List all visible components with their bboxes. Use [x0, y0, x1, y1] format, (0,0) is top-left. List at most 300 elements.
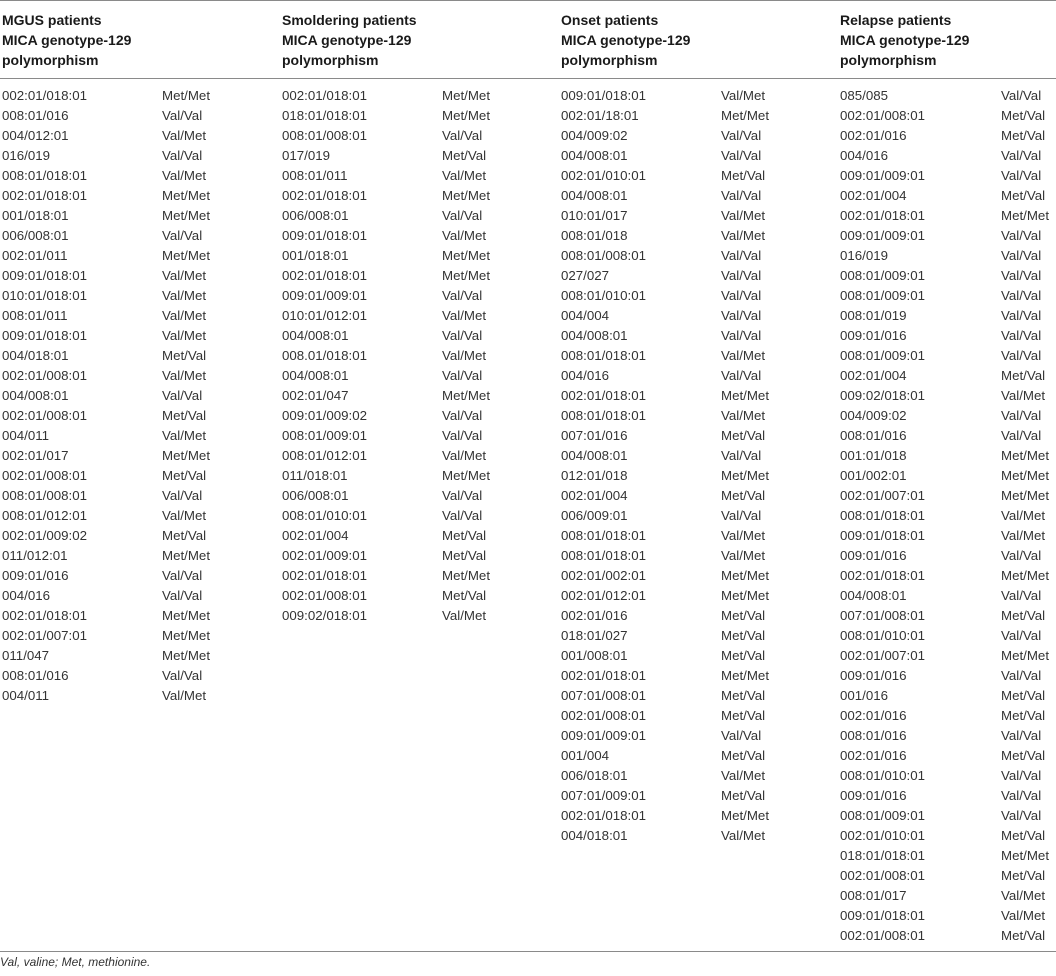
- genotype-cell: Val/Val: [162, 488, 203, 503]
- genotype-cell: Val/Val: [1001, 428, 1042, 443]
- genotype-cell: Val/Met: [1001, 888, 1046, 903]
- allele-cell: 002:01/017: [2, 448, 69, 463]
- table-row: [840, 746, 1056, 766]
- table-row: [282, 606, 552, 626]
- genotype-cell: Val/Val: [442, 408, 483, 423]
- genotype-cell: Val/Met: [442, 168, 487, 183]
- genotype-cell: Met/Met: [442, 468, 491, 483]
- table-row: [561, 526, 831, 546]
- allele-cell: 007:01/016: [561, 428, 628, 443]
- allele-cell: 008:01/009:01: [282, 428, 368, 443]
- genotype-cell: Val/Val: [1001, 288, 1042, 303]
- genotype-cell: Val/Val: [1001, 808, 1042, 823]
- column-title: MGUS patients: [2, 12, 102, 28]
- table-row: [282, 326, 552, 346]
- table-row: [282, 286, 552, 306]
- genotype-cell: Val/Val: [1001, 88, 1042, 103]
- genotype-cell: Val/Val: [442, 328, 483, 343]
- table-row: [840, 286, 1056, 306]
- table-row: [561, 626, 831, 646]
- genotype-cell: Met/Met: [162, 448, 211, 463]
- allele-cell: 011/047: [2, 648, 50, 663]
- column-title: Onset patients: [561, 12, 659, 28]
- genotype-cell: Val/Met: [442, 228, 487, 243]
- genotype-cell: Val/Met: [721, 528, 766, 543]
- table-row: [2, 586, 272, 606]
- allele-cell: 002:01/018:01: [840, 568, 926, 583]
- genotype-cell: Val/Val: [442, 288, 483, 303]
- table-row: [561, 266, 831, 286]
- allele-cell: 004/004: [561, 308, 610, 323]
- table-row: [561, 486, 831, 506]
- table-row: [2, 566, 272, 586]
- table-row: [840, 886, 1056, 906]
- genotype-cell: Met/Met: [1001, 468, 1050, 483]
- genotype-cell: Val/Met: [1001, 388, 1046, 403]
- table-row: [2, 686, 272, 706]
- allele-cell: 002:01/009:02: [2, 528, 88, 543]
- allele-cell: 008:01/016: [840, 728, 907, 743]
- table-row: [561, 806, 831, 826]
- genotype-cell: Val/Met: [162, 508, 207, 523]
- table-row: [840, 546, 1056, 566]
- genotype-cell: Met/Met: [1001, 488, 1050, 503]
- genotype-cell: Met/Met: [442, 248, 491, 263]
- allele-cell: 001/002:01: [840, 468, 907, 483]
- genotype-cell: Met/Val: [1001, 188, 1046, 203]
- allele-cell: 002:01/018:01: [561, 668, 647, 683]
- allele-cell: 002:01/008:01: [840, 108, 926, 123]
- table-row: [2, 666, 272, 686]
- allele-cell: 009:02/018:01: [840, 388, 926, 403]
- table-row: [840, 846, 1056, 866]
- column-subtitle: MICA genotype-129: [561, 32, 691, 48]
- genotype-cell: Met/Val: [162, 528, 207, 543]
- table-row: [561, 306, 831, 326]
- table-row: [561, 226, 831, 246]
- genotype-cell: Met/Val: [721, 648, 766, 663]
- genotype-cell: Met/Met: [162, 628, 211, 643]
- genotype-cell: Met/Met: [162, 188, 211, 203]
- genotype-cell: Met/Met: [1001, 448, 1050, 463]
- allele-cell: 011/018:01: [282, 468, 348, 483]
- genotype-cell: Val/Val: [721, 328, 762, 343]
- column-subtitle: MICA genotype-129: [2, 32, 132, 48]
- genotype-cell: Val/Val: [1001, 248, 1042, 263]
- table-row: [561, 346, 831, 366]
- table-row: [282, 166, 552, 186]
- genotype-cell: Val/Met: [1001, 508, 1046, 523]
- allele-cell: 001/018:01: [2, 208, 69, 223]
- genotype-cell: Met/Met: [721, 108, 770, 123]
- allele-cell: 009:01/016: [840, 788, 907, 803]
- table-row: [840, 666, 1056, 686]
- relapse-column: [840, 86, 1056, 946]
- genotype-cell: Val/Val: [721, 508, 762, 523]
- allele-cell: 009:01/018:01: [561, 88, 647, 103]
- allele-cell: 009:01/018:01: [840, 908, 926, 923]
- top-rule: [0, 0, 1056, 1]
- genotype-cell: Met/Val: [721, 748, 766, 763]
- genotype-cell: Val/Met: [162, 128, 207, 143]
- table-row: [2, 606, 272, 626]
- allele-cell: 002:01/010:01: [561, 168, 647, 183]
- allele-cell: 008:01/010:01: [840, 768, 926, 783]
- column-subtitle: polymorphism: [561, 52, 658, 68]
- table-row: [840, 206, 1056, 226]
- column-subtitle: MICA genotype-129: [282, 32, 412, 48]
- allele-cell: 008:01/017: [840, 888, 907, 903]
- allele-cell: 085/085: [840, 88, 889, 103]
- allele-cell: 018:01/027: [561, 628, 628, 643]
- genotype-cell: Val/Met: [442, 308, 487, 323]
- allele-cell: 018:01/018:01: [282, 108, 368, 123]
- table-row: [561, 586, 831, 606]
- table-row: [2, 506, 272, 526]
- allele-cell: 011/012:01: [2, 548, 68, 563]
- allele-cell: 006/009:01: [561, 508, 628, 523]
- table-row: [561, 106, 831, 126]
- table-row: [2, 346, 272, 366]
- allele-cell: 002:01/008:01: [2, 408, 88, 423]
- allele-cell: 002:01/018:01: [561, 388, 647, 403]
- allele-cell: 008:01/016: [840, 428, 907, 443]
- genotype-cell: Met/Met: [442, 88, 491, 103]
- table-row: [840, 786, 1056, 806]
- table-row: [840, 226, 1056, 246]
- table-row: [840, 446, 1056, 466]
- genotype-cell: Val/Val: [721, 728, 762, 743]
- allele-cell: 001/016: [840, 688, 889, 703]
- allele-cell: 008:01/010:01: [840, 628, 926, 643]
- table-row: [561, 646, 831, 666]
- table-row: [840, 606, 1056, 626]
- allele-cell: 008:01/016: [2, 668, 69, 683]
- mgus-column: [2, 86, 272, 706]
- allele-cell: 006/008:01: [2, 228, 69, 243]
- allele-cell: 004/008:01: [282, 368, 349, 383]
- table-row: [282, 86, 552, 106]
- table-row: [840, 566, 1056, 586]
- table-row: [282, 386, 552, 406]
- allele-cell: 010:01/018:01: [2, 288, 88, 303]
- table-row: [840, 826, 1056, 846]
- table-row: [561, 406, 831, 426]
- genotype-cell: Val/Val: [162, 148, 203, 163]
- genotype-cell: Val/Met: [162, 268, 207, 283]
- table-row: [561, 86, 831, 106]
- genotype-cell: Met/Val: [721, 688, 766, 703]
- allele-cell: 008.01/018:01: [282, 348, 368, 363]
- table-row: [282, 106, 552, 126]
- table-row: [561, 746, 831, 766]
- table-row: [282, 446, 552, 466]
- table-row: [840, 626, 1056, 646]
- allele-cell: 008:01/011: [2, 308, 68, 323]
- genotype-cell: Met/Val: [1001, 828, 1046, 843]
- genotype-cell: Val/Met: [721, 408, 766, 423]
- table-row: [840, 166, 1056, 186]
- allele-cell: 007:01/008:01: [561, 688, 647, 703]
- table-row: [561, 446, 831, 466]
- table-row: [561, 126, 831, 146]
- genotype-cell: Val/Met: [1001, 908, 1046, 923]
- genotype-cell: Met/Val: [442, 528, 487, 543]
- genotype-cell: Val/Val: [1001, 628, 1042, 643]
- genotype-cell: Met/Val: [721, 168, 766, 183]
- table-row: [2, 426, 272, 446]
- allele-cell: 002:01/010:01: [840, 828, 926, 843]
- allele-cell: 002:01/007:01: [840, 648, 926, 663]
- genotype-cell: Val/Met: [162, 688, 207, 703]
- allele-cell: 004/011: [2, 428, 50, 443]
- column-subtitle: polymorphism: [840, 52, 937, 68]
- allele-cell: 002:01/008:01: [840, 868, 926, 883]
- table-row: [840, 266, 1056, 286]
- genotype-cell: Met/Val: [1001, 868, 1046, 883]
- table-row: [561, 766, 831, 786]
- allele-cell: 002:01/018:01: [840, 208, 926, 223]
- table-row: [2, 446, 272, 466]
- allele-cell: 016/019: [840, 248, 889, 263]
- allele-cell: 008:01/009:01: [840, 288, 926, 303]
- table-row: [2, 366, 272, 386]
- table-row: [561, 786, 831, 806]
- genotype-cell: Val/Val: [162, 388, 203, 403]
- genotype-cell: Met/Val: [162, 348, 207, 363]
- table-row: [282, 546, 552, 566]
- table-row: [840, 366, 1056, 386]
- allele-cell: 007:01/009:01: [561, 788, 647, 803]
- genotype-cell: Met/Val: [721, 488, 766, 503]
- genotype-cell: Val/Met: [1001, 528, 1046, 543]
- genotype-cell: Met/Met: [721, 388, 770, 403]
- allele-cell: 008:01/008:01: [282, 128, 368, 143]
- allele-cell: 008:01/018: [561, 228, 628, 243]
- table-row: [282, 186, 552, 206]
- table-row: [282, 586, 552, 606]
- genotype-cell: Val/Val: [1001, 408, 1042, 423]
- allele-cell: 002:01/018:01: [282, 268, 368, 283]
- table-row: [840, 906, 1056, 926]
- allele-cell: 002:01/008:01: [2, 468, 88, 483]
- genotype-cell: Val/Val: [162, 108, 203, 123]
- genotype-cell: Met/Val: [1001, 688, 1046, 703]
- allele-cell: 009:01/016: [840, 328, 907, 343]
- table-row: [561, 606, 831, 626]
- allele-cell: 002:01/009:01: [282, 548, 368, 563]
- allele-cell: 002:01/018:01: [2, 88, 88, 103]
- allele-cell: 002:01/18:01: [561, 108, 639, 123]
- allele-cell: 008:01/018:01: [561, 348, 647, 363]
- allele-cell: 008:01/018:01: [561, 408, 647, 423]
- allele-cell: 002:01/004: [561, 488, 628, 503]
- genotype-cell: Met/Met: [721, 668, 770, 683]
- table-row: [840, 86, 1056, 106]
- allele-cell: 004/008:01: [840, 588, 907, 603]
- allele-cell: 008:01/019: [840, 308, 907, 323]
- genotype-cell: Met/Met: [162, 608, 211, 623]
- table-row: [282, 226, 552, 246]
- column-header-relapse: [840, 10, 969, 70]
- allele-cell: 001/018:01: [282, 248, 349, 263]
- genotype-cell: Met/Met: [721, 588, 770, 603]
- allele-cell: 004/011: [2, 688, 50, 703]
- table-row: [561, 546, 831, 566]
- table-row: [840, 466, 1056, 486]
- allele-cell: 002:01/016: [840, 748, 907, 763]
- table-row: [840, 106, 1056, 126]
- genotype-cell: Val/Met: [162, 308, 207, 323]
- genotype-cell: Val/Met: [721, 208, 766, 223]
- allele-cell: 002:01/004: [840, 188, 907, 203]
- table-row: [2, 646, 272, 666]
- table-row: [2, 286, 272, 306]
- genotype-cell: Met/Met: [162, 248, 211, 263]
- table-row: [282, 366, 552, 386]
- table-row: [2, 326, 272, 346]
- table-row: [561, 666, 831, 686]
- genotype-cell: Met/Met: [1001, 208, 1050, 223]
- genotype-cell: Met/Met: [442, 388, 491, 403]
- allele-cell: 002:01/008:01: [282, 588, 368, 603]
- table-row: [561, 186, 831, 206]
- allele-cell: 010:01/012:01: [282, 308, 368, 323]
- table-row: [561, 566, 831, 586]
- table-row: [282, 526, 552, 546]
- allele-cell: 008:01/009:01: [840, 348, 926, 363]
- onset-column: [561, 86, 831, 846]
- allele-cell: 004/016: [840, 148, 889, 163]
- genotype-cell: Val/Val: [1001, 148, 1042, 163]
- allele-cell: 008:01/012:01: [2, 508, 88, 523]
- genotype-cell: Val/Val: [721, 248, 762, 263]
- genotype-cell: Met/Met: [1001, 848, 1050, 863]
- genotype-cell: Val/Val: [1001, 668, 1042, 683]
- table-row: [840, 426, 1056, 446]
- allele-cell: 002:01/002:01: [561, 568, 647, 583]
- genotype-cell: Val/Met: [721, 548, 766, 563]
- table-row: [2, 146, 272, 166]
- table-row: [282, 566, 552, 586]
- genotype-cell: Met/Val: [162, 468, 207, 483]
- genotype-cell: Met/Val: [442, 148, 487, 163]
- genotype-cell: Met/Val: [1001, 128, 1046, 143]
- allele-cell: 002:01/012:01: [561, 588, 647, 603]
- allele-cell: 009:01/016: [840, 548, 907, 563]
- allele-cell: 008:01/010:01: [282, 508, 368, 523]
- genotype-cell: Val/Met: [162, 168, 207, 183]
- genotype-cell: Val/Val: [721, 188, 762, 203]
- allele-cell: 007:01/008:01: [840, 608, 926, 623]
- genotype-cell: Val/Met: [442, 448, 487, 463]
- allele-cell: 008:01/018:01: [561, 528, 647, 543]
- allele-cell: 004/008:01: [561, 448, 628, 463]
- allele-cell: 008:01/011: [282, 168, 348, 183]
- table-row: [840, 586, 1056, 606]
- allele-cell: 002:01/004: [282, 528, 349, 543]
- table-row: [840, 646, 1056, 666]
- genotype-cell: Val/Val: [721, 308, 762, 323]
- allele-cell: 008:01/008:01: [2, 488, 88, 503]
- allele-cell: 009:01/009:01: [840, 168, 926, 183]
- genotype-cell: Val/Val: [162, 228, 203, 243]
- table-row: [561, 166, 831, 186]
- table-row: [840, 406, 1056, 426]
- allele-cell: 009:02/018:01: [282, 608, 368, 623]
- genotype-cell: Val/Val: [162, 568, 203, 583]
- allele-cell: 002:01/018:01: [282, 88, 368, 103]
- table-row: [561, 366, 831, 386]
- allele-cell: 002:01/018:01: [2, 188, 88, 203]
- table-row: [840, 326, 1056, 346]
- allele-cell: 009:01/018:01: [840, 528, 926, 543]
- genotype-cell: Val/Val: [1001, 328, 1042, 343]
- table-row: [2, 106, 272, 126]
- table-row: [840, 526, 1056, 546]
- allele-cell: 009:01/016: [2, 568, 69, 583]
- allele-cell: 017/019: [282, 148, 331, 163]
- allele-cell: 002:01/047: [282, 388, 349, 403]
- allele-cell: 002:01/008:01: [561, 708, 647, 723]
- table-row: [840, 866, 1056, 886]
- genotype-cell: Val/Met: [162, 288, 207, 303]
- allele-cell: 004/008:01: [282, 328, 349, 343]
- allele-cell: 004/009:02: [561, 128, 628, 143]
- table-row: [2, 386, 272, 406]
- allele-cell: 009:01/009:02: [282, 408, 368, 423]
- genotype-cell: Val/Val: [1001, 308, 1042, 323]
- allele-cell: 008:01/018:01: [2, 168, 88, 183]
- genotype-cell: Met/Met: [442, 568, 491, 583]
- table-row: [282, 406, 552, 426]
- genotype-cell: Val/Met: [442, 348, 487, 363]
- allele-cell: 002:01/008:01: [2, 368, 88, 383]
- table-row: [840, 706, 1056, 726]
- genotype-cell: Val/Val: [721, 368, 762, 383]
- table-footnote: Val, valine; Met, methionine.: [0, 955, 151, 969]
- genotype-cell: Val/Val: [1001, 588, 1042, 603]
- table-row: [561, 386, 831, 406]
- allele-cell: 002:01/018:01: [2, 608, 88, 623]
- table-row: [2, 466, 272, 486]
- table-row: [282, 506, 552, 526]
- allele-cell: 001/004: [561, 748, 610, 763]
- genotype-cell: Met/Met: [1001, 648, 1050, 663]
- genotype-cell: Val/Met: [162, 428, 207, 443]
- allele-cell: 006/008:01: [282, 208, 349, 223]
- allele-cell: 009:01/016: [840, 668, 907, 683]
- table-row: [2, 226, 272, 246]
- table-row: [282, 146, 552, 166]
- allele-cell: 002:01/011: [2, 248, 68, 263]
- genotype-cell: Met/Val: [442, 548, 487, 563]
- genotype-cell: Val/Met: [162, 368, 207, 383]
- genotype-cell: Val/Val: [162, 668, 203, 683]
- table-row: [840, 766, 1056, 786]
- table-row: [561, 326, 831, 346]
- genotype-cell: Met/Val: [721, 788, 766, 803]
- genotype-cell: Met/Val: [162, 408, 207, 423]
- table-row: [282, 206, 552, 226]
- genotype-cell: Val/Met: [721, 228, 766, 243]
- genotype-cell: Val/Val: [1001, 228, 1042, 243]
- genotype-cell: Val/Val: [442, 428, 483, 443]
- table-row: [840, 346, 1056, 366]
- table-row: [2, 486, 272, 506]
- genotype-cell: Val/Met: [721, 348, 766, 363]
- genotype-cell: Val/Met: [442, 608, 487, 623]
